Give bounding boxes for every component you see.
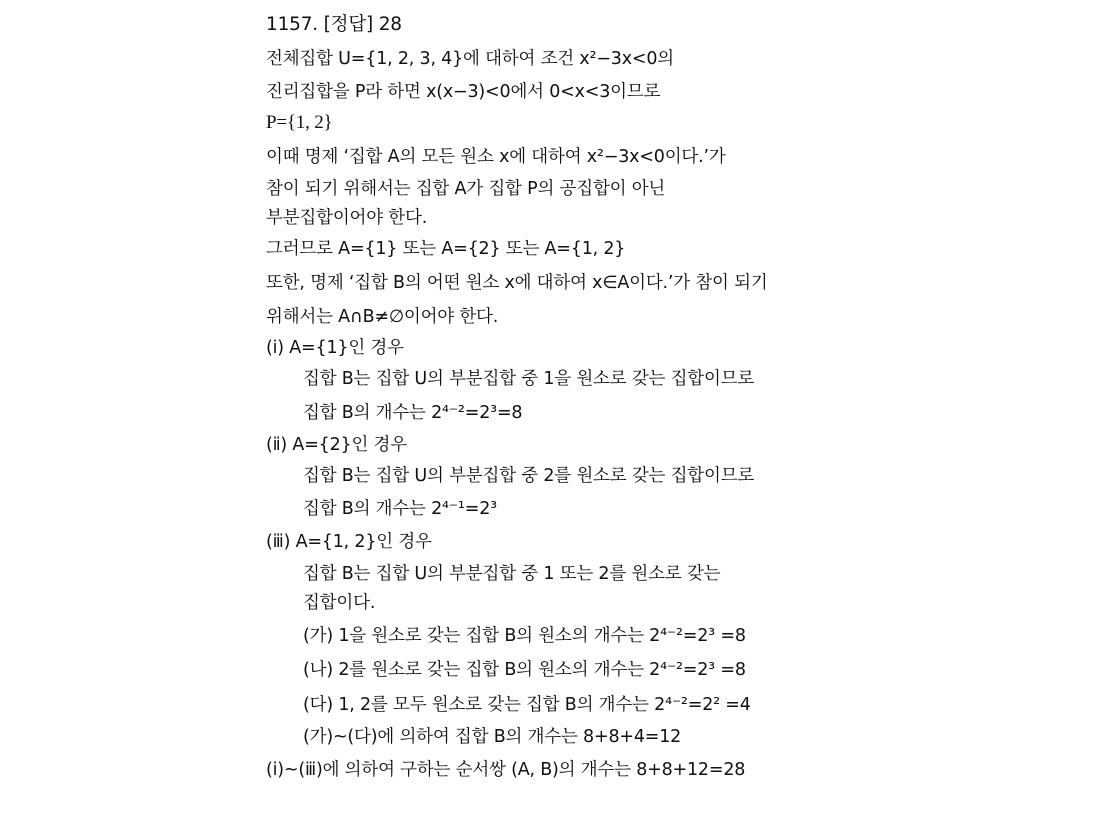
final-answer-line: (ⅰ)~(ⅲ)에 의하여 구하는 순서쌍 (A, B)의 개수는 8+8+12=28	[266, 760, 746, 780]
solution-line: 집합 B는 집합 U의 부분집합 중 1 또는 2를 원소로 갖는	[303, 564, 721, 584]
solution-line: 집합 B의 개수는 2⁴⁻²=2³=8	[303, 403, 523, 423]
solution-line: 부분집합이어야 한다.	[266, 208, 428, 228]
case-heading: (ⅲ) A={1, 2}인 경우	[266, 532, 432, 552]
solution-line: 진리집합을 P라 하면 x(x−3)<0에서 0<x<3이므로	[266, 82, 661, 102]
case-heading: (ⅱ) A={2}인 경우	[266, 435, 407, 455]
solution-line: 전체집합 U={1, 2, 3, 4}에 대하여 조건 x²−3x<0의	[266, 49, 674, 69]
case-heading: (ⅰ) A={1}인 경우	[266, 338, 404, 358]
solution-line: 또한, 명제 ‘집합 B의 어떤 원소 x에 대하여 x∈A이다.’가 참이 되기	[266, 273, 768, 293]
subcase-line: (가) 1을 원소로 갖는 집합 B의 원소의 개수는 2⁴⁻²=2³ =8	[303, 626, 746, 646]
problem-answer-header: 1157. [정답] 28	[266, 14, 402, 35]
subcase-line: (나) 2를 원소로 갖는 집합 B의 원소의 개수는 2⁴⁻²=2³ =8	[303, 660, 746, 680]
solution-line: (가)~(다)에 의하여 집합 B의 개수는 8+8+4=12	[303, 727, 682, 747]
subcase-line: (다) 1, 2를 모두 원소로 갖는 집합 B의 개수는 2⁴⁻²=2² =4	[303, 695, 751, 715]
solution-line: 집합 B의 개수는 2⁴⁻¹=2³	[303, 499, 497, 519]
solution-line: P={1, 2}	[266, 112, 333, 133]
solution-line: 위해서는 A∩B≠∅이어야 한다.	[266, 307, 499, 327]
solution-line: 참이 되기 위해서는 집합 A가 집합 P의 공집합이 아닌	[266, 179, 666, 199]
solution-line: 집합 B는 집합 U의 부분집합 중 1을 원소로 갖는 집합이므로	[303, 369, 755, 389]
solution-line: 집합이다.	[303, 593, 376, 613]
solution-line: 그러므로 A={1} 또는 A={2} 또는 A={1, 2}	[266, 239, 626, 259]
solution-line: 집합 B는 집합 U의 부분집합 중 2를 원소로 갖는 집합이므로	[303, 466, 755, 486]
solution-line: 이때 명제 ‘집합 A의 모든 원소 x에 대하여 x²−3x<0이다.’가	[266, 147, 726, 167]
